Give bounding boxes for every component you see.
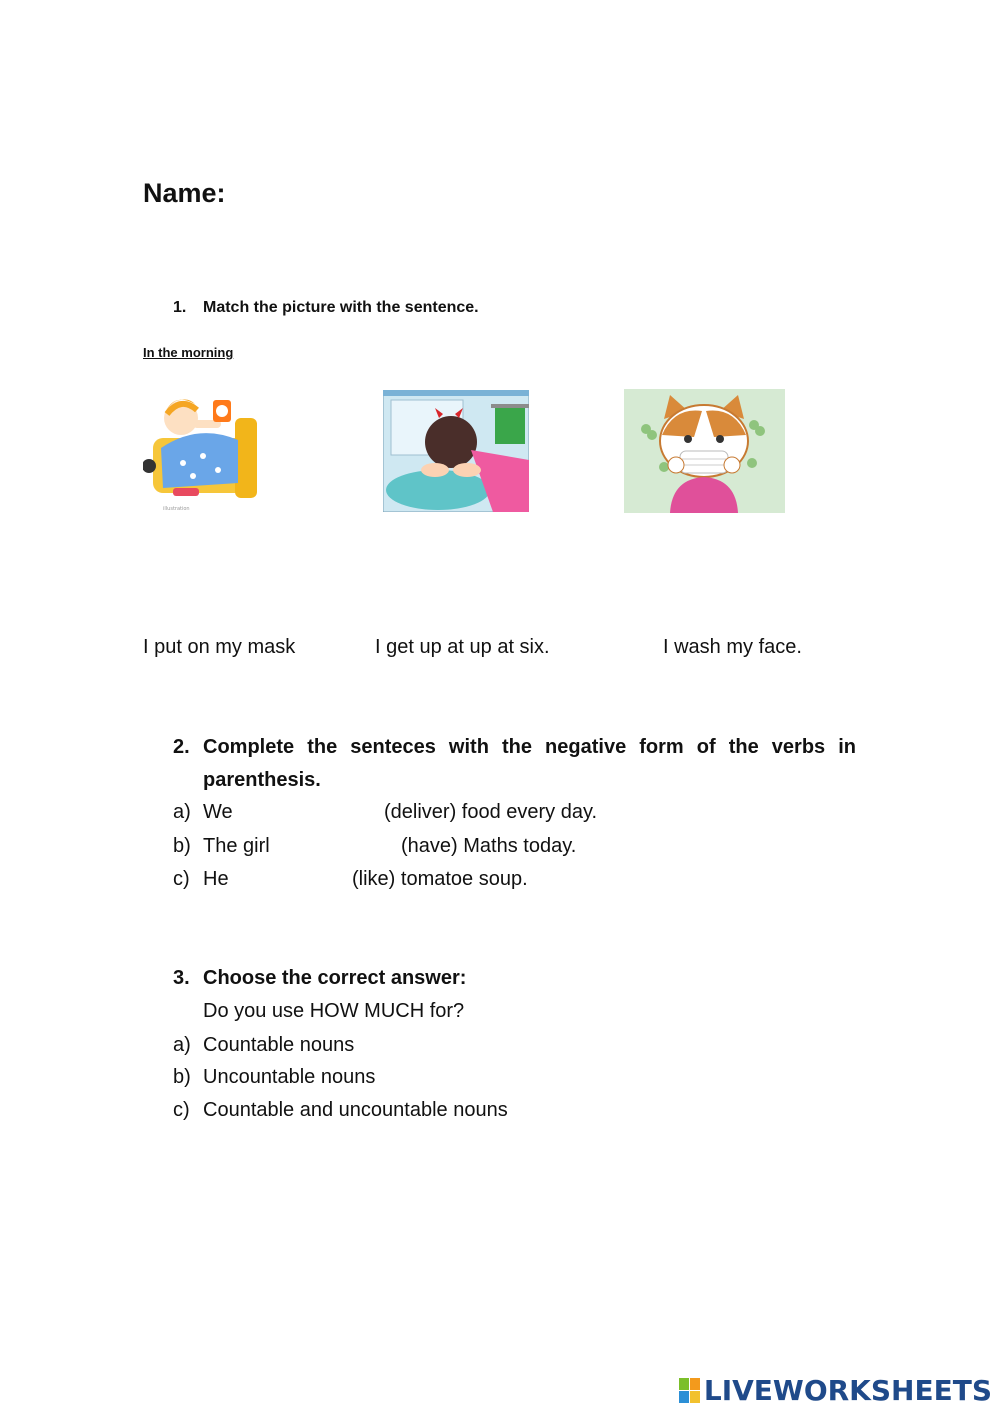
svg-text:illustration: illustration	[163, 506, 190, 512]
sentence-option[interactable]: I wash my face.	[663, 636, 802, 658]
answer-option[interactable]: Countable and uncountable nouns	[203, 1099, 508, 1121]
item-rest: (have) Maths today.	[401, 835, 577, 857]
exercise-2-instruction-line2: parenthesis.	[203, 769, 321, 791]
sentence-option[interactable]: I put on my mask	[143, 636, 296, 658]
sentence-option[interactable]: I get up at up at six.	[375, 636, 550, 658]
answer-option[interactable]: Countable nouns	[203, 1034, 355, 1056]
answer-option[interactable]: Uncountable nouns	[203, 1066, 376, 1088]
item-subject: The girl	[203, 835, 270, 857]
exercise-1-number: 1.	[173, 299, 187, 316]
item-subject: He	[203, 868, 229, 890]
liveworksheets-logo	[679, 1374, 992, 1407]
girl-washing-face-picture[interactable]	[383, 390, 529, 512]
option-marker: b)	[173, 1066, 191, 1088]
exercise-2-instruction-line1: Complete the senteces with the negative form of the verbs in	[203, 736, 856, 758]
child-waking-in-bed-picture[interactable]	[143, 378, 263, 513]
item-marker: a)	[173, 801, 191, 823]
section-label: In the morning	[143, 345, 234, 360]
option-marker: c)	[173, 1099, 190, 1121]
item-marker: c)	[173, 868, 190, 890]
item-rest: (like) tomatoe soup.	[352, 868, 528, 890]
name-label: Name:	[143, 178, 226, 208]
exercise-3-number: 3.	[173, 967, 190, 989]
logo-text: LIVEWORKSHEETS	[703, 1374, 992, 1407]
item-subject: We	[203, 801, 233, 823]
item-rest: (deliver) food every day.	[384, 801, 598, 823]
exercise-3-instruction: Choose the correct answer:	[203, 967, 467, 989]
item-marker: b)	[173, 835, 191, 857]
exercise-3-question: Do you use HOW MUCH for?	[203, 1000, 465, 1022]
option-marker: a)	[173, 1034, 191, 1056]
logo-badge-icon	[679, 1378, 700, 1403]
cat-wearing-mask-picture[interactable]	[624, 389, 785, 513]
exercise-2-number: 2.	[173, 736, 190, 758]
exercise-1-heading	[173, 299, 479, 317]
exercise-1-instruction: Match the picture with the sentence.	[203, 299, 479, 316]
